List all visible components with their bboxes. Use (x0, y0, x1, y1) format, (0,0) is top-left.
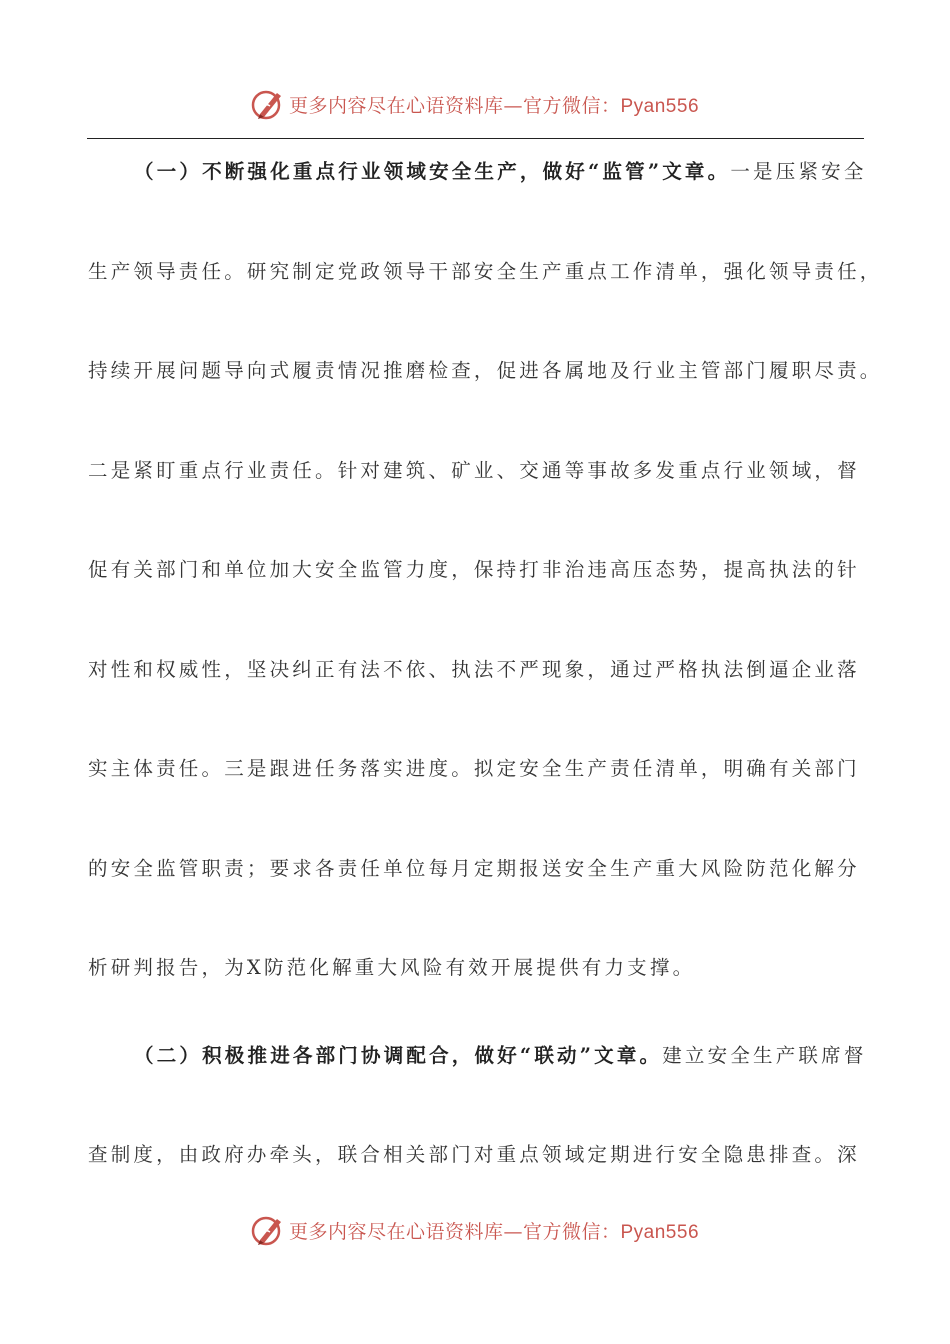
pen-logo-icon (251, 1213, 285, 1247)
banner-text: 更多内容尽在心语资料库—官方微信：Pyan556 (288, 94, 700, 117)
banner-text: 更多内容尽在心语资料库—官方微信：Pyan556 (288, 1220, 700, 1243)
wechat-id: Pyan556 (620, 95, 700, 117)
pen-logo-icon (251, 87, 285, 121)
paragraph-1-line-1: （一）不断强化重点行业领域安全生产，做好“监管”文章。一是压紧安全 (134, 160, 867, 183)
paragraph-1-line: 持续开展问题导向式履责情况推磨检查，促进各属地及行业主管部门履职尽责。 (88, 359, 883, 382)
paragraph-1-line: 二是紧盯重点行业责任。针对建筑、矿业、交通等事故多发重点行业领域，督 (88, 459, 860, 482)
paragraph-1-line: 促有关部门和单位加大安全监管力度，保持打非治违高压态势，提高执法的针 (88, 558, 860, 581)
paragraph-1-line: 生产领导责任。研究制定党政领导干部安全生产重点工作清单，强化领导责任， (88, 260, 883, 283)
wechat-id: Pyan556 (620, 1221, 700, 1243)
paragraph-2-line-1: （二）积极推进各部门协调配合，做好“联动”文章。建立安全生产联席督 (134, 1044, 867, 1067)
header-banner (0, 84, 950, 124)
section-2-heading: （二）积极推进各部门协调配合，做好“联动”文章。 (134, 1044, 663, 1067)
footer-banner (0, 1210, 950, 1250)
paragraph-1-line: 析研判报告，为X防范化解重大风险有效开展提供有力支撑。 (88, 956, 696, 979)
paragraph-1-line: 对性和权威性，坚决纠正有法不依、执法不严现象，通过严格执法倒逼企业落 (88, 658, 860, 681)
header-divider (87, 138, 864, 139)
paragraph-1-line: 的安全监管职责；要求各责任单位每月定期报送安全生产重大风险防范化解分 (88, 857, 860, 880)
paragraph-2-line: 查制度，由政府办牵头，联合相关部门对重点领域定期进行安全隐患排查。深 (88, 1143, 860, 1166)
paragraph-1-line: 实主体责任。三是跟进任务落实进度。拟定安全生产责任清单，明确有关部门 (88, 757, 860, 780)
section-1-heading: （一）不断强化重点行业领域安全生产，做好“监管”文章。 (134, 160, 731, 183)
